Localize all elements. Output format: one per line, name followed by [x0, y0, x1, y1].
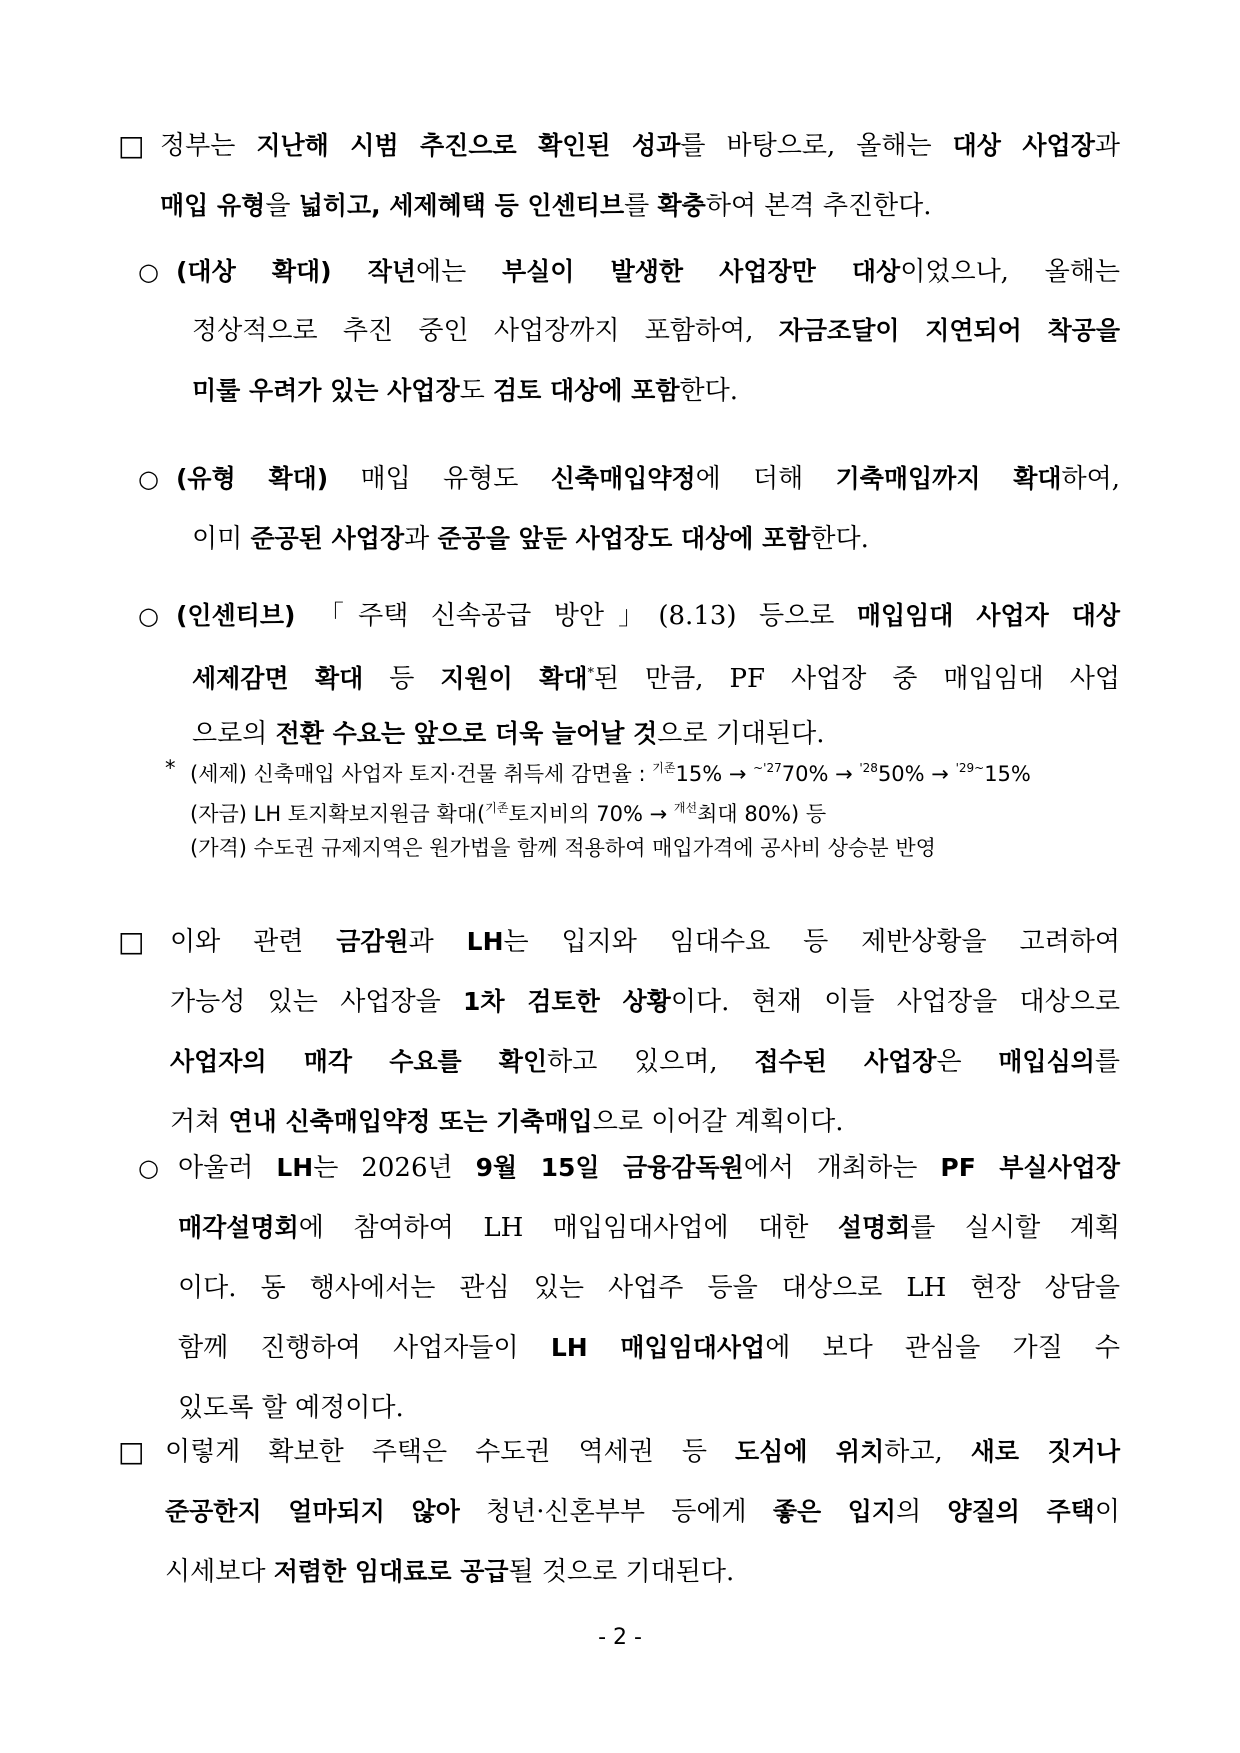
- bold-text: 금감원: [336, 927, 409, 956]
- bold-text: 전환 수요는 앞으로 더욱 늘어날 것: [275, 719, 658, 748]
- text: 을: [265, 191, 299, 221]
- p6-line-1: [178, 1144, 1120, 1192]
- bold-text: 부실이 발생한 사업장만 대상: [501, 257, 901, 286]
- text: 70% →: [781, 762, 860, 786]
- text: 한다.: [810, 524, 869, 554]
- text: 의: [896, 1497, 948, 1527]
- bold-text: LH: [276, 1153, 314, 1182]
- p2-line-3: [192, 367, 1120, 415]
- box-bullet: □: [118, 129, 145, 162]
- box-bullet: □: [118, 925, 145, 958]
- note-3: (가격) 수도권 규제지역은 원가법을 함께 적용하여 매입가격에 공사비 상승분 반영: [190, 836, 936, 860]
- text: 함께 진행하여 사업자들이: [178, 1333, 551, 1363]
- text: 된 만큼, PF 사업장 중 매입임대 사업: [593, 664, 1120, 694]
- text: 과: [408, 927, 467, 957]
- text: 를 실시할 계획: [910, 1213, 1120, 1243]
- p7-line-2: [165, 1488, 1120, 1536]
- note-sup: 기존: [485, 801, 509, 815]
- bold-text: 좋은 입지: [772, 1497, 897, 1526]
- circle-bullet: ○: [138, 602, 159, 630]
- p5-line-2: [170, 978, 1120, 1026]
- text: 에 보다 관심을 가질 수: [765, 1333, 1120, 1363]
- page-number: - 2 -: [598, 1625, 642, 1650]
- note-sup: '29~: [955, 761, 985, 775]
- p2-line-2: [192, 307, 1120, 355]
- text: 토지비의 70% →: [508, 802, 674, 826]
- text: (세제) 신축매입 사업자 토지·건물 취득세 감면율 :: [190, 762, 653, 786]
- bold-text: 검토 대상에 포함: [493, 376, 680, 405]
- bold-text: 지난해 시범 추진으로 확인된 성과: [256, 131, 681, 160]
- text: 매입 유형도: [328, 464, 551, 494]
- paragraph-5: [170, 918, 1120, 1146]
- bold-text: 9월 15일 금융감독원: [475, 1153, 744, 1182]
- text: 최대 80%) 등: [697, 802, 827, 826]
- bold-text: (유형 확대): [176, 464, 329, 493]
- p6-line-3: 이다. 동 행사에서는 관심 있는 사업주 등을 대상으로 LH 현장 상담을: [178, 1273, 1120, 1303]
- text: 이미: [192, 524, 251, 554]
- text: 거쳐: [170, 1107, 229, 1137]
- bold-text: 세제감면 확대: [192, 664, 364, 693]
- bold-text: 새로 짓거나: [970, 1437, 1120, 1466]
- text: 으로의: [192, 719, 276, 749]
- p6-line-5: 있도록 할 예정이다.: [178, 1393, 404, 1423]
- bold-text: 매입임대 사업자 대상: [856, 601, 1121, 630]
- p1-line-1: [160, 122, 1120, 170]
- text: 이와 관련: [170, 927, 337, 957]
- text: 는 입지와 임대수요 등 제반상황을 고려하여: [503, 927, 1120, 957]
- bold-text: 확충: [657, 191, 706, 220]
- p5-line-4: [170, 1098, 1120, 1146]
- text: 를 바탕으로, 올해는: [680, 131, 953, 161]
- bold-text: 저렴한 임대료로 공급: [273, 1557, 509, 1586]
- footnote-ref: *: [587, 666, 594, 681]
- bold-text: 설명회: [837, 1213, 911, 1242]
- text: 15%: [984, 762, 1031, 786]
- text: 시세보다: [165, 1557, 274, 1587]
- bold-text: 양질의 주택: [947, 1497, 1095, 1526]
- text: 한다.: [679, 376, 738, 406]
- paragraph-6: [178, 1144, 1120, 1432]
- text: 과: [1094, 131, 1120, 161]
- p6-line-4: [178, 1324, 1120, 1372]
- bold-text: 미룰 우려가 있는 사업장: [192, 376, 460, 405]
- text: 이렇게 확보한 주택은 수도권 역세권 등: [165, 1437, 736, 1467]
- p4-line-1: [176, 592, 1120, 640]
- bold-text: 사업자의 매각 수요를 확인: [170, 1047, 548, 1076]
- box-bullet: □: [118, 1435, 145, 1468]
- text: 하고,: [884, 1437, 971, 1467]
- text: 에 참여하여 LH 매입임대사업에 대한: [298, 1213, 838, 1243]
- paragraph-1-cont: [160, 182, 1120, 230]
- text: 「주택 신속공급 방안」(8.13) 등으로: [295, 601, 857, 631]
- note-sup: 개선: [673, 801, 698, 815]
- p4-line-2: [192, 650, 1120, 698]
- bold-text: 연내 신축매입약정 또는 기축매입: [228, 1107, 593, 1136]
- text: 은: [936, 1047, 999, 1077]
- p5-line-1: [170, 918, 1120, 966]
- text: 으로 이어갈 계획이다.: [592, 1107, 844, 1137]
- paragraph-2: [176, 248, 1120, 296]
- paragraph-7: [165, 1428, 1120, 1596]
- paragraph-4: [176, 592, 1120, 640]
- text: 이: [1094, 1497, 1120, 1527]
- note-sup: '28: [859, 761, 878, 775]
- text: 정부는: [160, 131, 257, 161]
- bold-text: 넓히고, 세제혜택 등 인센티브: [298, 191, 625, 220]
- bold-text: 매입 유형: [160, 191, 266, 220]
- text: 에 더해: [695, 464, 836, 494]
- p6-line-2: [178, 1204, 1120, 1252]
- text: 이다. 현재 이들 사업장을 대상으로: [670, 987, 1121, 1017]
- bold-text: LH 매입임대사업: [550, 1333, 766, 1362]
- text: 를: [1094, 1047, 1121, 1077]
- text: 아울러: [178, 1153, 277, 1183]
- bold-text: 대상 사업장: [952, 131, 1095, 160]
- text: 15% →: [675, 762, 754, 786]
- text: 도: [459, 376, 494, 406]
- paragraph-4-cont: [192, 650, 1120, 758]
- text: 50% →: [877, 762, 956, 786]
- text: 가능성 있는 사업장을: [170, 987, 464, 1017]
- bold-text: 지원이 확대: [440, 664, 588, 693]
- bold-text: (인센티브): [176, 601, 296, 630]
- text: 청년·신혼부부 등에게: [459, 1497, 773, 1527]
- text: (자금) LH 토지확보지원금 확대(: [190, 802, 486, 826]
- paragraph-2-cont: [192, 307, 1120, 415]
- bold-text: 신축매입약정: [550, 464, 696, 493]
- text: 될 것으로 기대된다.: [508, 1557, 735, 1587]
- text: 과: [404, 524, 438, 554]
- circle-bullet: ○: [138, 258, 159, 286]
- circle-bullet: ○: [138, 465, 159, 493]
- text: 에서 개최하는: [743, 1153, 941, 1183]
- text: 등: [363, 664, 441, 694]
- p3-line-2: [192, 515, 1120, 563]
- text: 하여 본격 추진한다.: [705, 191, 932, 221]
- text: 으로 기대된다.: [657, 719, 825, 749]
- text: 는 2026년: [313, 1153, 476, 1183]
- bold-text: 매각설명회: [178, 1213, 299, 1242]
- p7-line-3: [165, 1548, 1120, 1596]
- text: 하여,: [1061, 464, 1121, 494]
- bold-text: 준공한지 얼마되지 않아: [165, 1497, 460, 1526]
- bold-text: LH: [466, 927, 504, 956]
- p5-line-3: [170, 1038, 1120, 1086]
- bold-text: 자금조달이 지연되어 착공을: [778, 316, 1120, 345]
- p3-line-1: [176, 455, 1120, 503]
- text: 정상적으로 추진 중인 사업장까지 포함하여,: [192, 316, 779, 346]
- p1-line-2: [160, 182, 1120, 230]
- note-sup: ~'27: [753, 761, 782, 775]
- note-sup: 기존: [652, 761, 676, 775]
- bold-text: (대상 확대) 작년: [176, 257, 417, 286]
- circle-bullet: ○: [138, 1154, 159, 1182]
- bold-text: 준공된 사업장: [250, 524, 405, 553]
- text: 에는: [416, 257, 502, 287]
- bold-text: 기축매입까지 확대: [835, 464, 1062, 493]
- bold-text: 도심에 위치: [735, 1437, 885, 1466]
- paragraph-3: [176, 455, 1120, 503]
- bold-text: PF 부실사업장: [940, 1153, 1120, 1182]
- bold-text: 접수된 사업장: [754, 1047, 937, 1076]
- paragraph-1: [160, 122, 1120, 170]
- bold-text: 매입심의: [998, 1047, 1095, 1076]
- bold-text: 준공을 앞둔 사업장도 대상에 포함: [437, 524, 811, 553]
- text: 하고 있으며,: [547, 1047, 755, 1077]
- text: 이었으나, 올해는: [900, 257, 1120, 287]
- p2-line-1: [176, 248, 1120, 296]
- note-asterisk: *: [165, 756, 176, 780]
- text: 를: [624, 191, 658, 221]
- p7-line-1: [165, 1428, 1120, 1476]
- bold-text: 1차 검토한 상황: [463, 987, 671, 1016]
- paragraph-3-cont: [192, 515, 1120, 563]
